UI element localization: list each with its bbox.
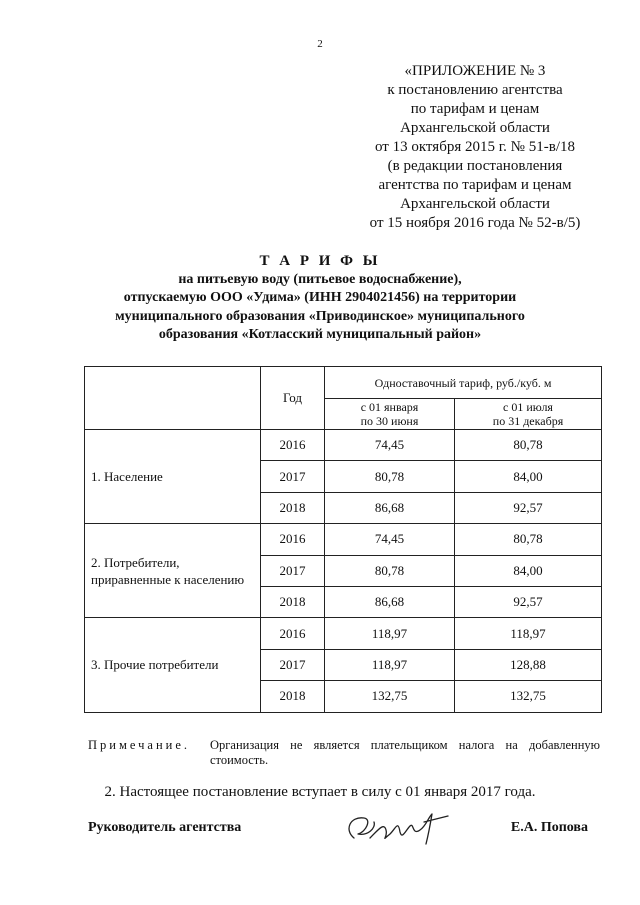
value-cell: 84,00 [455, 555, 602, 586]
value-cell: 118,97 [325, 649, 455, 680]
value-cell: 80,78 [455, 524, 602, 555]
value-cell: 74,45 [325, 524, 455, 555]
value-cell: 118,97 [455, 618, 602, 649]
appendix-line: от 13 октября 2015 г. № 51-в/18 [374, 139, 575, 155]
year-cell: 2016 [261, 430, 325, 461]
handwritten-signature [340, 808, 460, 850]
year-cell: 2017 [261, 555, 325, 586]
year-cell: 2018 [261, 681, 325, 712]
title-heading: Т А Р И Ф Ы [259, 253, 381, 269]
appendix-line: к постановлению агентства [387, 82, 563, 98]
year-cell: 2018 [261, 586, 325, 617]
year-cell: 2016 [261, 524, 325, 555]
signature-row [88, 818, 600, 848]
value-cell: 118,97 [325, 618, 455, 649]
category-label: 3. Прочие потребители [91, 657, 219, 673]
year-cell: 2017 [261, 649, 325, 680]
note-text: Организация не является плательщиком налога на добавленную стоимость. [210, 738, 600, 767]
appendix-block [330, 62, 620, 233]
tariff-table [84, 366, 602, 713]
table-row [85, 524, 602, 555]
period1-header [325, 399, 455, 430]
appendix-line: «ПРИЛОЖЕНИЕ № 3 [404, 63, 546, 79]
year-cell: 2016 [261, 618, 325, 649]
value-cell: 86,68 [325, 492, 455, 523]
signatory-position: Руководитель агентства [88, 820, 242, 835]
category-cell [85, 618, 261, 712]
category-header-cell [85, 367, 261, 430]
category-cell [85, 524, 261, 618]
value-cell: 80,78 [325, 555, 455, 586]
appendix-line: Архангельской области [400, 196, 550, 212]
period2-header [455, 399, 602, 430]
title-line: на питьевую воду (питьевое водоснабжение), [178, 271, 462, 287]
value-cell: 80,78 [455, 430, 602, 461]
year-cell: 2018 [261, 492, 325, 523]
category-label: 2. Потребители, [91, 554, 180, 570]
period2-header-line: по 31 декабря [492, 414, 564, 428]
title-line: отпускаемую ООО «Удима» (ИНН 2904021456) на территории [123, 290, 517, 305]
document-title [80, 252, 560, 345]
period2-header-line: с 01 июля [503, 400, 553, 414]
value-cell: 132,75 [455, 681, 602, 712]
appendix-line: по тарифам и ценам [410, 101, 540, 117]
value-cell: 128,88 [455, 649, 602, 680]
year-header: Год [261, 367, 325, 430]
value-cell: 80,78 [325, 461, 455, 492]
category-label: 1. Население [91, 469, 163, 485]
period1-header-line: с 01 января [360, 400, 419, 414]
table-row [85, 618, 602, 649]
value-cell: 84,00 [455, 461, 602, 492]
appendix-line: (в редакции постановления [387, 158, 563, 174]
period1-header-line: по 30 июня [360, 414, 419, 428]
category-label: приравненные к населению [91, 571, 245, 587]
title-line: образования «Котласский муниципальный район» [158, 327, 482, 342]
value-cell: 86,68 [325, 586, 455, 617]
value-cell: 132,75 [325, 681, 455, 712]
appendix-line: Архангельской области [400, 120, 550, 136]
tariff-header: Одноставочный тариф, руб./куб. м [325, 367, 602, 399]
note-label: Примечание. [88, 738, 191, 752]
effective-clause: 2. Настоящее постановление вступает в силу с 01 января 2017 года. [104, 784, 536, 800]
appendix-line: от 15 ноября 2016 года № 52-в/5) [369, 215, 581, 231]
page-number: 2 [317, 38, 323, 50]
category-cell [85, 430, 261, 524]
signatory-name: Е.А. Попова [510, 820, 588, 835]
value-cell: 92,57 [455, 586, 602, 617]
table-row [85, 430, 602, 461]
year-cell: 2017 [261, 461, 325, 492]
value-cell: 92,57 [455, 492, 602, 523]
title-line: муниципального образования «Приводинское» муниципального [115, 308, 525, 324]
value-cell: 74,45 [325, 430, 455, 461]
appendix-line: агентства по тарифам и ценам [378, 177, 572, 193]
